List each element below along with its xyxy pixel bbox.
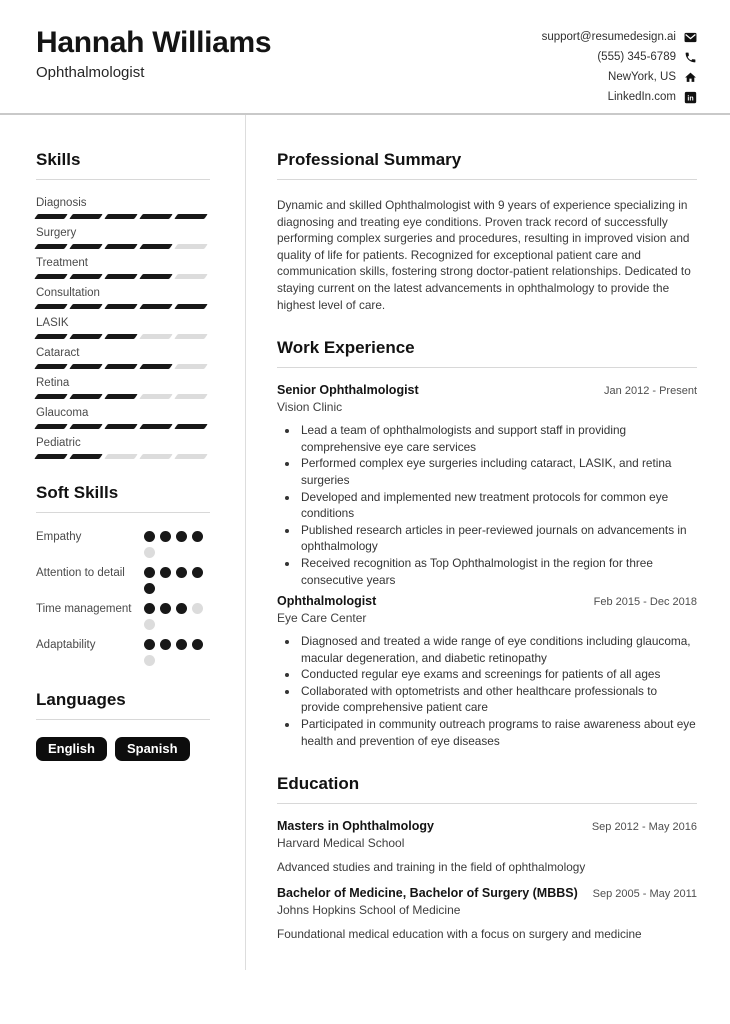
contact-phone-text: (555) 345-6789: [597, 51, 676, 63]
skill-bar-segment: [104, 454, 138, 459]
job-dates: Jan 2012 - Present: [604, 385, 697, 398]
bullet-item: • Participated in community outreach programs to raise awareness about eye health and prevention of eye diseases: [299, 716, 697, 749]
column-divider: [245, 115, 246, 970]
education-degree: Masters in Ophthalmology: [277, 819, 434, 834]
soft-skills-section: [36, 483, 210, 666]
education-dates: Sep 2005 - May 2011: [592, 888, 697, 901]
experience-section: [277, 338, 697, 749]
skill-bar-segment: [104, 334, 138, 339]
job-entry: [277, 383, 697, 588]
job-title: Ophthalmologist: [277, 594, 377, 609]
skill-bar-segment: [34, 214, 68, 219]
soft-skill-label: Adaptability: [36, 639, 96, 651]
email-icon: [684, 31, 697, 44]
linkedin-icon: [684, 91, 697, 104]
skill-bar-segment: [139, 394, 173, 399]
skill-level-bar: [36, 454, 210, 459]
skill-item: [36, 286, 210, 309]
skill-bar-segment: [104, 364, 138, 369]
skill-bar-segment: [69, 214, 103, 219]
skill-bar-segment: [139, 454, 173, 459]
skill-bar-segment: [104, 244, 138, 249]
skill-label: Retina: [36, 377, 70, 389]
language-badge: Spanish: [115, 737, 190, 761]
body: [0, 115, 730, 967]
summary-text: Dynamic and skilled Ophthalmologist with 9 years of experience specializing in diagnosing and treating eye conditions. Proven track record of successfully performing complex surgeries and procedures, resulting in improved vision and quality of life for patients. Recognized for exceptional patient care and communication skills, fostering strong doctor-patient relationships. Dedicated to staying current on the latest advancements in ophthalmology to provide the highest level of care.: [277, 198, 691, 312]
skill-item: [36, 256, 210, 279]
job-entry: [277, 594, 697, 749]
phone-icon: [684, 51, 697, 64]
skill-label: Surgery: [36, 227, 77, 239]
rating-dot: [160, 531, 171, 542]
bullet-item: • Conducted regular eye exams and screenings for patients of all ages: [299, 666, 697, 683]
job-company: Eye Care Center: [277, 611, 367, 626]
soft-skill-item: [36, 601, 210, 630]
sidebar: [0, 115, 245, 967]
skill-item: [36, 346, 210, 369]
rating-dot: [176, 603, 187, 614]
person-name: Hannah Williams: [36, 26, 272, 59]
bullet-item: • Lead a team of ophthalmologists and support staff in providing comprehensive eye care services: [299, 422, 697, 455]
soft-skill-label: Attention to detail: [36, 567, 125, 579]
soft-skill-rating: [144, 529, 210, 558]
skill-bar-segment: [69, 364, 103, 369]
contact-linkedin: [608, 87, 697, 107]
education-degree: Bachelor of Medicine, Bachelor of Surgery (MBBS): [277, 886, 578, 901]
rating-dot: [144, 567, 155, 578]
education-header: [277, 819, 697, 833]
rating-dot: [176, 531, 187, 542]
skill-bar-segment: [104, 424, 138, 429]
contact-block: [542, 27, 697, 107]
languages-heading: Languages: [36, 690, 210, 720]
contact-phone: [597, 47, 697, 67]
education-header: [277, 886, 697, 900]
job-bullets: [277, 422, 697, 588]
skill-label: Pediatric: [36, 437, 81, 449]
education-heading: Education: [277, 774, 697, 804]
rating-dot: [192, 531, 203, 542]
education-school: Johns Hopkins School of Medicine: [277, 903, 461, 918]
skills-section: [36, 150, 210, 459]
job-dates: Feb 2015 - Dec 2018: [593, 596, 697, 609]
bullet-item: • Published research articles in peer-reviewed journals on advancements in ophthalmology: [299, 522, 697, 555]
experience-heading: Work Experience: [277, 338, 697, 368]
skill-bar-segment: [174, 274, 208, 279]
rating-dot: [144, 619, 155, 630]
rating-dot: [144, 531, 155, 542]
education-school: Harvard Medical School: [277, 836, 405, 851]
rating-dot: [144, 583, 155, 594]
skill-level-bar: [36, 334, 210, 339]
rating-dot: [160, 567, 171, 578]
bullet-item: • Received recognition as Top Ophthalmologist in the region for three consecutive years: [299, 555, 697, 588]
rating-dot: [144, 547, 155, 558]
soft-skills-list: [36, 529, 210, 666]
skill-bar-segment: [139, 334, 173, 339]
skill-level-bar: [36, 274, 210, 279]
skill-bar-segment: [69, 424, 103, 429]
rating-dot: [176, 639, 187, 650]
skill-item: [36, 316, 210, 339]
skill-bar-segment: [69, 274, 103, 279]
contact-email-text: support@resumedesign.ai: [541, 31, 676, 43]
language-badge: English: [36, 737, 107, 761]
job-header: [277, 383, 697, 397]
job-company: Vision Clinic: [277, 400, 343, 415]
skills-list: [36, 196, 210, 459]
bullet-item: • Developed and implemented new treatment protocols for common eye conditions: [299, 489, 697, 522]
skill-item: [36, 226, 210, 249]
skill-bar-segment: [69, 454, 103, 459]
skill-bar-segment: [34, 364, 68, 369]
skill-bar-segment: [69, 334, 103, 339]
languages-list: [36, 737, 210, 761]
skill-label: Consultation: [36, 287, 100, 299]
education-entry: [277, 819, 697, 875]
education-dates: Sep 2012 - May 2016: [591, 821, 697, 834]
skill-bar-segment: [174, 424, 208, 429]
svg-text:in: in: [687, 94, 694, 102]
skill-bar-segment: [174, 304, 208, 309]
bullet-item: • Collaborated with optometrists and other healthcare professionals to provide comprehensive patient care: [299, 683, 697, 716]
skill-label: Cataract: [36, 347, 80, 359]
skill-bar-segment: [174, 394, 208, 399]
skill-level-bar: [36, 424, 210, 429]
skill-bar-segment: [34, 274, 68, 279]
rating-dot: [192, 603, 203, 614]
skill-bar-segment: [174, 334, 208, 339]
skill-item: [36, 436, 210, 459]
soft-skills-heading: Soft Skills: [36, 483, 210, 513]
skill-bar-segment: [174, 244, 208, 249]
summary-section: [277, 150, 697, 313]
soft-skill-rating: [144, 565, 210, 594]
skill-bar-segment: [34, 334, 68, 339]
skill-bar-segment: [104, 214, 138, 219]
job-title: Senior Ophthalmologist: [277, 383, 419, 398]
contact-linkedin-text: LinkedIn.com: [607, 91, 676, 103]
contact-location-text: NewYork, US: [608, 71, 676, 83]
contact-location: [608, 67, 697, 87]
soft-skill-label: Time management: [36, 603, 132, 615]
education-description: Advanced studies and training in the field of ophthalmology: [277, 860, 586, 875]
education-section: [277, 774, 697, 942]
main-column: [245, 115, 730, 967]
skill-bar-segment: [139, 424, 173, 429]
rating-dot: [160, 603, 171, 614]
soft-skill-rating: [144, 637, 210, 666]
rating-dot: [144, 603, 155, 614]
identity-block: [36, 26, 271, 81]
skill-level-bar: [36, 214, 210, 219]
skill-label: Diagnosis: [36, 197, 87, 209]
skill-bar-segment: [34, 454, 68, 459]
education-entry: [277, 886, 697, 942]
skill-label: Glaucoma: [36, 407, 89, 419]
header: [0, 0, 730, 115]
skill-label: LASIK: [36, 317, 69, 329]
skills-heading: Skills: [36, 150, 210, 180]
soft-skill-label: Empathy: [36, 531, 82, 543]
skill-level-bar: [36, 304, 210, 309]
soft-skill-item: [36, 637, 210, 666]
person-title: Ophthalmologist: [36, 64, 145, 81]
skill-bar-segment: [34, 304, 68, 309]
skill-level-bar: [36, 394, 210, 399]
skill-bar-segment: [69, 394, 103, 399]
skill-bar-segment: [34, 424, 68, 429]
summary-heading: Professional Summary: [277, 150, 697, 180]
skill-bar-segment: [34, 394, 68, 399]
skill-bar-segment: [139, 304, 173, 309]
skill-bar-segment: [174, 364, 208, 369]
skill-bar-segment: [104, 394, 138, 399]
job-bullets: [277, 633, 697, 749]
skill-item: [36, 406, 210, 429]
skill-bar-segment: [139, 364, 173, 369]
bullet-item: • Performed complex eye surgeries including cataract, LASIK, and retina surgeries: [299, 455, 697, 488]
languages-section: [36, 690, 210, 761]
soft-skill-rating: [144, 601, 210, 630]
skill-bar-segment: [104, 304, 138, 309]
skill-bar-segment: [139, 244, 173, 249]
soft-skill-item: [36, 565, 210, 594]
rating-dot: [192, 567, 203, 578]
rating-dot: [144, 655, 155, 666]
education-description: Foundational medical education with a focus on surgery and medicine: [277, 927, 642, 942]
skill-bar-segment: [139, 214, 173, 219]
rating-dot: [192, 639, 203, 650]
skill-item: [36, 196, 210, 219]
home-icon: [684, 71, 697, 84]
rating-dot: [176, 567, 187, 578]
skill-bar-segment: [104, 274, 138, 279]
skill-bar-segment: [34, 244, 68, 249]
skill-bar-segment: [69, 304, 103, 309]
skill-bar-segment: [174, 454, 208, 459]
skill-item: [36, 376, 210, 399]
skill-bar-segment: [139, 274, 173, 279]
skill-label: Treatment: [36, 257, 88, 269]
skill-level-bar: [36, 244, 210, 249]
rating-dot: [160, 639, 171, 650]
skill-bar-segment: [69, 244, 103, 249]
contact-email: [542, 27, 697, 47]
bullet-item: • Diagnosed and treated a wide range of eye conditions including glaucoma, macular degeneration, and diabetic retinopathy: [299, 633, 697, 666]
job-header: [277, 594, 697, 608]
skill-level-bar: [36, 364, 210, 369]
rating-dot: [144, 639, 155, 650]
soft-skill-item: [36, 529, 210, 558]
skill-bar-segment: [174, 214, 208, 219]
